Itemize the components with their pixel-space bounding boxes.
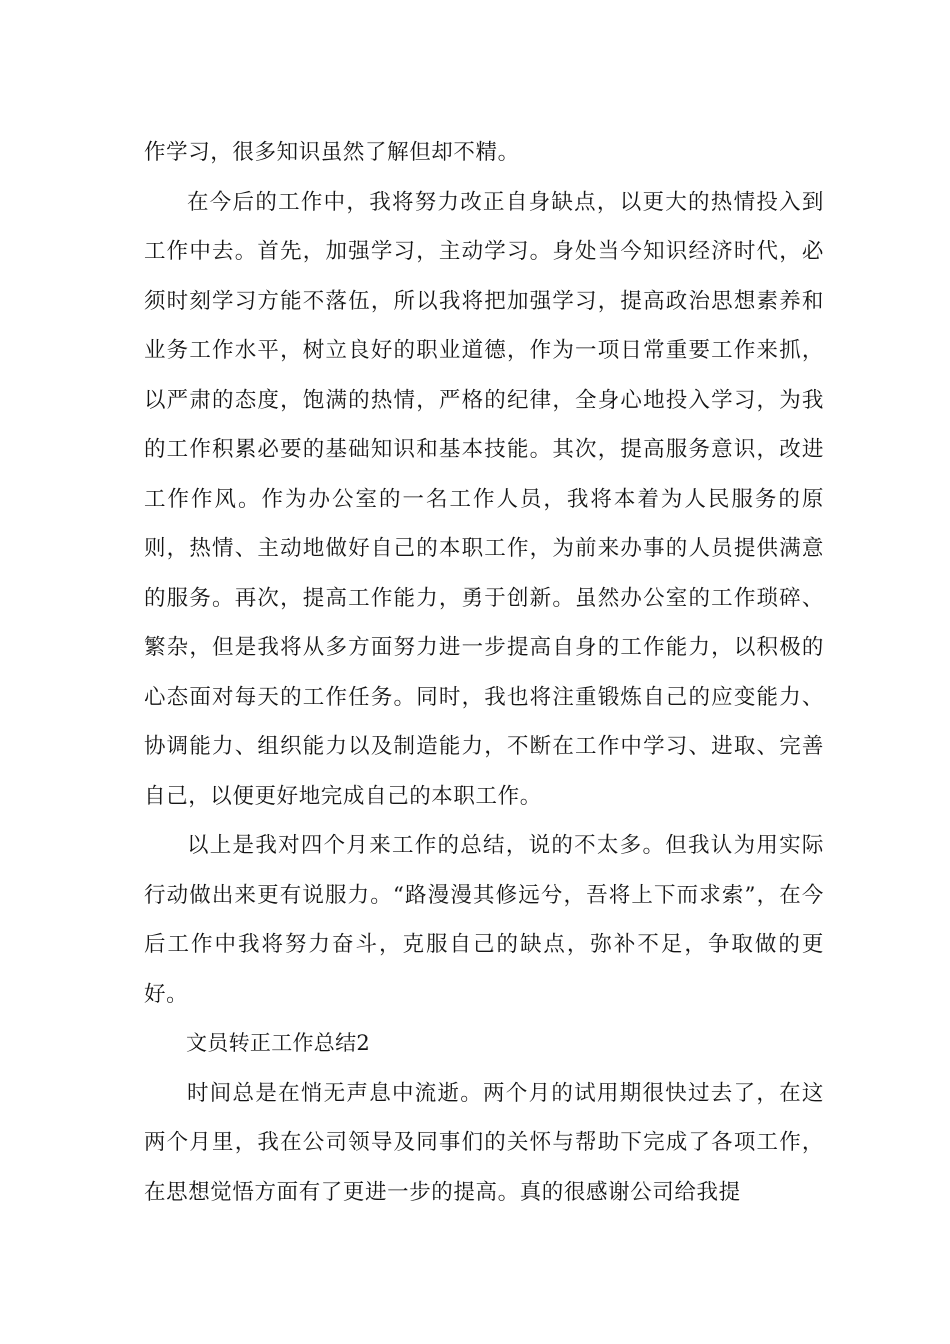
paragraph-summary-conclusion: 以上是我对四个月来工作的总结，说的不太多。但我认为用实际行动做出来更有说服力。“路漫漫其修远兮，吾将上下而求索”，在今后工作中我将努力奋斗，克服自己的缺点，弥补不足，争取做的更好。 bbox=[144, 833, 824, 1007]
section-heading: 文员转正工作总结2 bbox=[186, 1031, 371, 1055]
paragraph-improvement-plan: 在今后的工作中，我将努力改正自身缺点，以更大的热情投入到工作中去。首先，加强学习，主动学习。身处当今知识经济时代，必须时刻学习方能不落伍，所以我将把加强学习，提高政治思想素养和业务工作水平，树立良好的职业道德，作为一项日常重要工作来抓，以严肃的态度，饱满的热情，严格的纪律，全身心地投入学习，为我的工作积累必要的基础知识和基本技能。其次，提高服务意识，改进工作作风。作为办公室的一名工作人员，我将本着为人民服务的原则，热情、主动地做好自己的本职工作，为前来办事的人员提供满意的服务。再次，提高工作能力，勇于创新。虽然办公室的工作琐碎、繁杂，但是我将从多方面努力进一步提高自身的工作能力，以积极的心态面对每天的工作任务。同时，我也将注重锻炼自己的应变能力、协调能力、组织能力以及制造能力，不断在工作中学习、进取、完善自己，以便更好地完成自己的本职工作。 bbox=[144, 189, 824, 809]
paragraph-continuation: 作学习，很多知识虽然了解但却不精。 bbox=[144, 140, 520, 165]
document-body bbox=[144, 128, 824, 1217]
paragraph-section-2-intro: 时间总是在悄无声息中流逝。两个月的试用期很快过去了，在这两个月里，我在公司领导及同事们的关怀与帮助下完成了各项工作，在思想觉悟方面有了更进一步的提高。真的很感谢公司给我提 bbox=[144, 1080, 824, 1205]
